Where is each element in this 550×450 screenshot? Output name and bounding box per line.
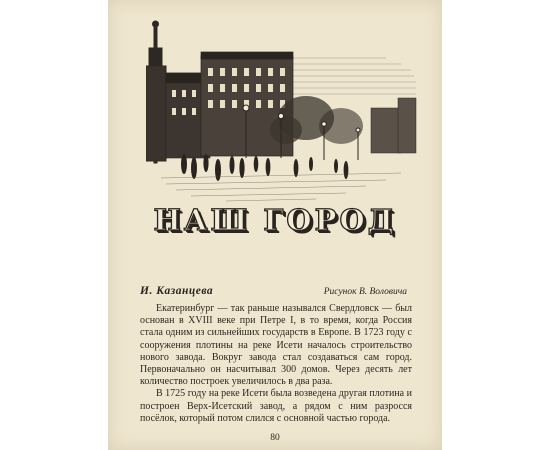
paragraph: Екатеринбург — так раньше назывался Свердловск — был основан в XVIII веке при Петре I, в то время, когда Россия стала одним из сильнейших государств в Европе. В 1723 году с сооружения плотины на реке Исети началось строительство нового завода. Вокруг завода стал создаваться сам город. Первоначально он насчитывал 300 домов. Через десять лет количество построек увеличилось в два раза. — [140, 303, 412, 388]
ground-hatching — [161, 173, 401, 201]
author-name: И. Казанцева — [140, 285, 214, 297]
paragraph: В 1725 году на реке Исети была возведена другая плотина и построен Верх-Исетский завод, а рядом с ним разросся посёлок, который потом слился с основной частью города. — [140, 388, 412, 424]
article-title: НАШ ГОРОД — [153, 203, 397, 237]
building-right — [371, 98, 416, 153]
illustration-credit: Рисунок В. Воловича — [323, 287, 407, 297]
article-body — [140, 303, 412, 425]
book-page — [108, 0, 442, 450]
lamp-tower — [146, 21, 166, 163]
city-street-illustration — [146, 18, 418, 203]
page-number: 80 — [270, 433, 280, 443]
byline — [108, 285, 442, 301]
